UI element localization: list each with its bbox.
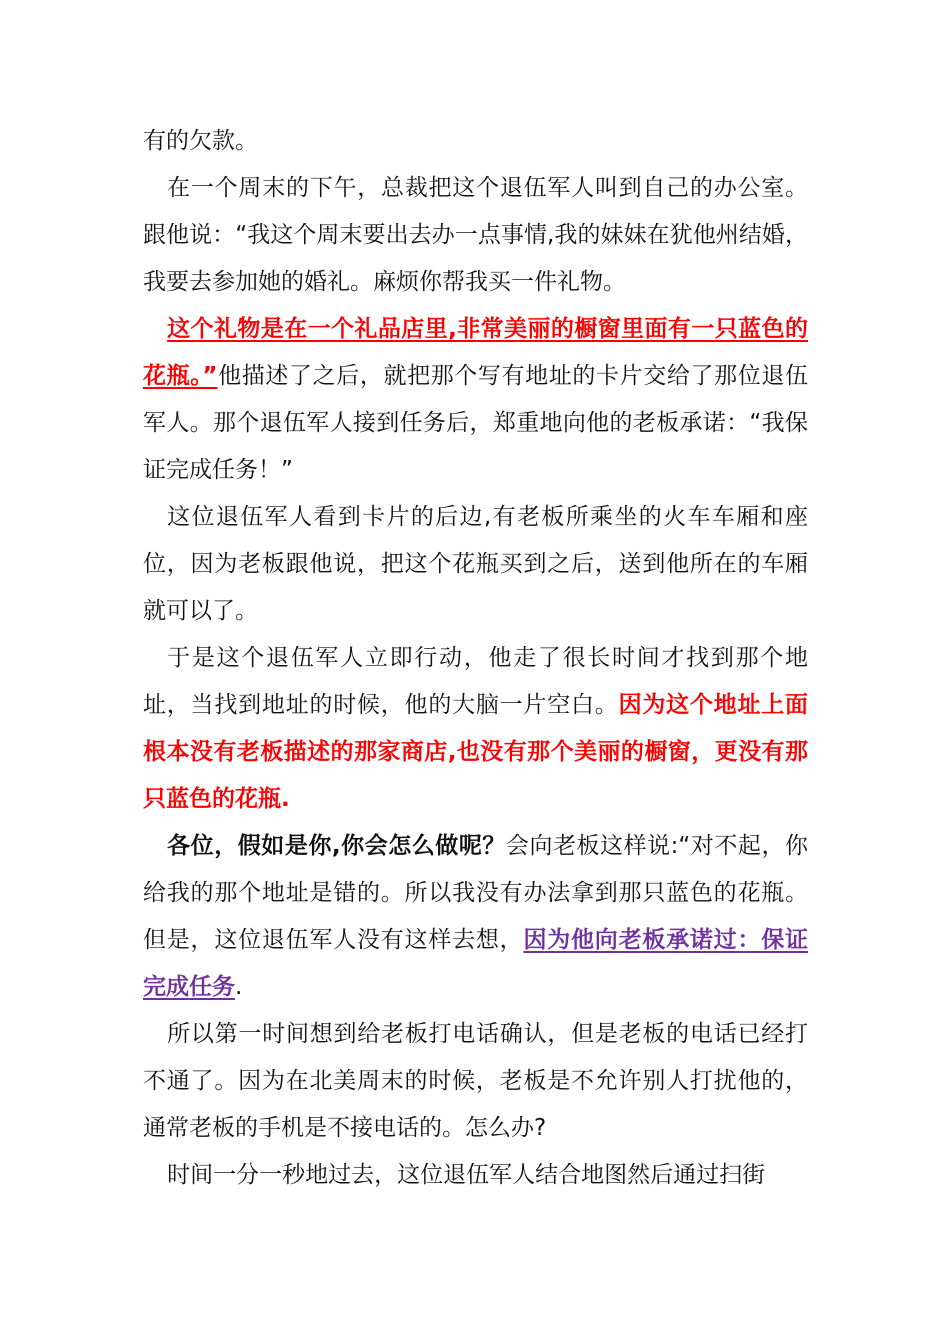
paragraph-2 [143,165,808,306]
text-run: 会向老板这样说:“对不起，你给我的那个地址是错的。所以我没有办法拿到那只蓝色的花瓶。但是，这位退伍军人没有这样去想， [143,833,808,953]
paragraph-3 [143,306,808,494]
text-run: . [235,974,243,1000]
text-run: 在一个周末的下午，总裁把这个退伍军人叫到自己的办公室。跟他说：“我这个周末要出去办一点事情,我的妹妹在犹他州结婚，我要去参加她的婚礼。麻烦你帮我买一件礼物。 [143,175,808,295]
paragraph-5 [143,635,808,823]
text-run: 有的欠款。 [143,128,258,154]
text-run: 于是这个退伍军人立即行动，他走了很长时间才找到那个地址，当找到地址的时候，他的大脑一片空白。 [143,645,808,718]
highlighted-quote-red-underlined: 这个礼物是在一个礼品店里,非常美丽的橱窗里面有一只蓝色的花瓶。” [143,316,808,389]
highlighted-text-purple-underlined: 因为他向老板承诺过：保证完成任务 [143,927,809,1000]
paragraph-7 [143,1011,808,1152]
paragraph-4 [143,494,808,635]
bold-question: 各位，假如是你,你会怎么做呢？ [167,833,506,859]
paragraph-6 [143,823,808,1011]
text-run: 时间一分一秒地过去，这位退伍军人结合地图然后通过扫街 [167,1162,766,1188]
document-body [143,118,808,1199]
highlighted-text-red: 因为这个地址上面根本没有老板描述的那家商店,也没有那个美丽的橱窗，更没有那只蓝色的花瓶. [143,692,809,812]
paragraph-1 [143,118,808,165]
text-run: 他描述了之后，就把那个写有地址的卡片交给了那位退伍军人。那个退伍军人接到任务后，郑重地向他的老板承诺：“我保证完成任务！” [143,363,808,483]
paragraph-8 [143,1152,808,1199]
text-run: 所以第一时间想到给老板打电话确认，但是老板的电话已经打不通了。因为在北美周末的时候，老板是不允许别人打扰他的，通常老板的手机是不接电话的。怎么办? [143,1021,808,1141]
text-run: 这位退伍军人看到卡片的后边,有老板所乘坐的火车车厢和座位，因为老板跟他说，把这个花瓶买到之后，送到他所在的车厢就可以了。 [143,504,808,624]
